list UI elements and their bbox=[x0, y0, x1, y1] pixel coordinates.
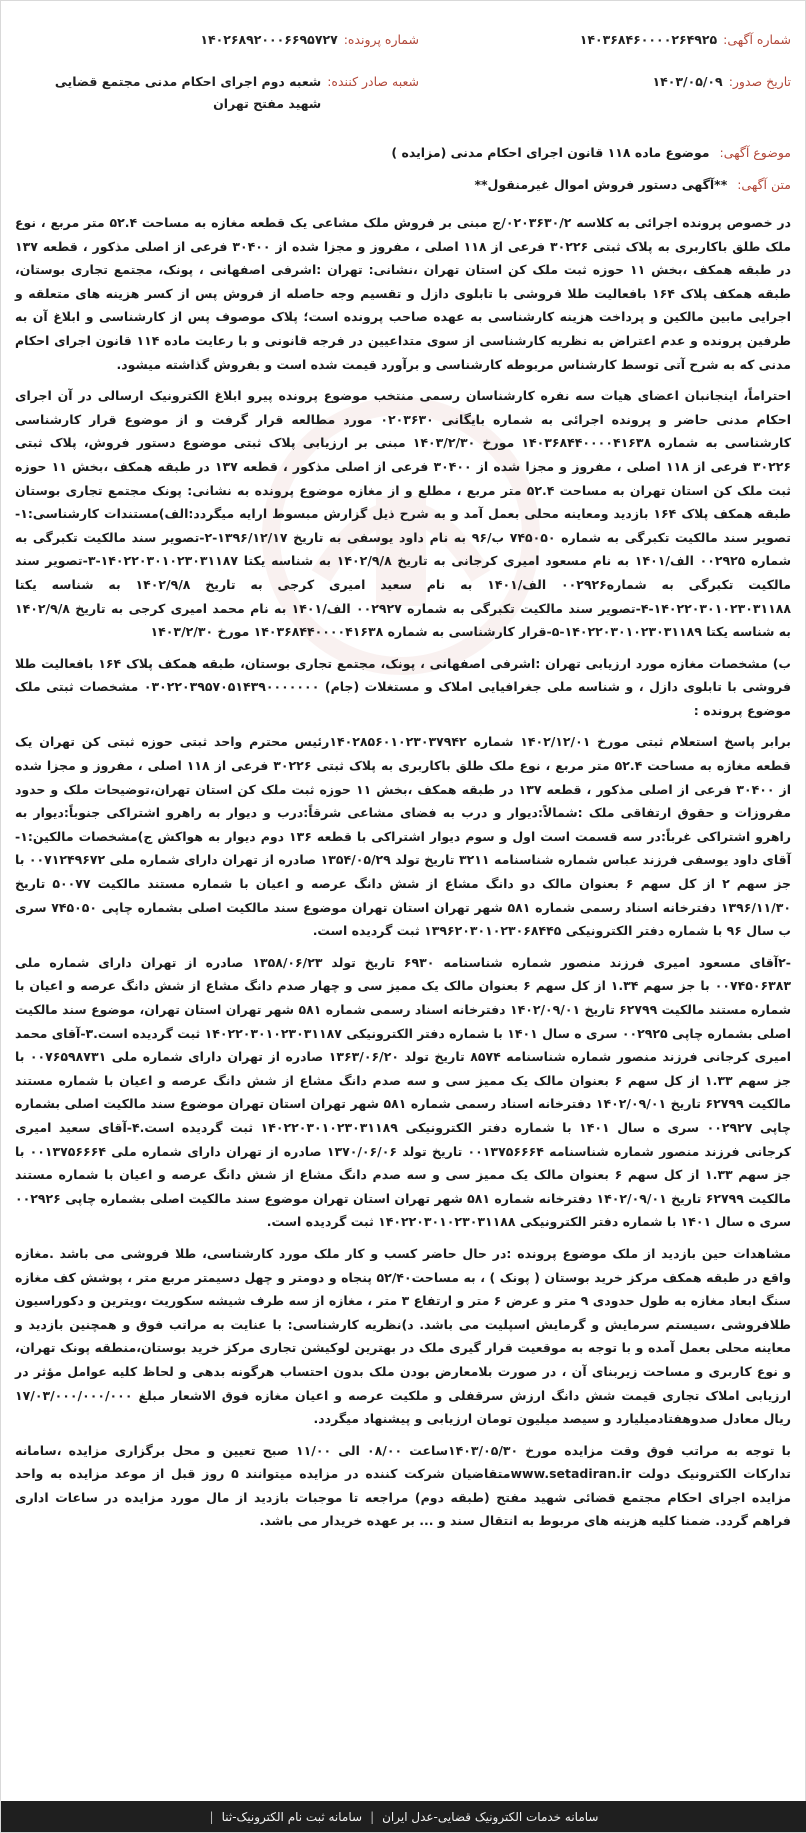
paragraph: برابر پاسخ استعلام ثبتی مورخ ۱۴۰۲/۱۲/۰۱ شماره ۱۴۰۲۸۵۶۰۱۰۲۳۰۳۷۹۴۲رئیس محترم واحد ثبتی حوزه ثبتی کن تهران یک قطعه مغازه به مساحت ۵۲.۴ متر مربع ، نوع ملک طلق باکاربری به پلاک ثبتی ۳۰۲۲۶ فرعی از ۱۱۸ اصلی ، مفروز و مجزا شده از ۳۰۴۰۰ فرعی از اصلی مذکور ، قطعه ۱۳۷ در طبقه همکف ،بخش ۱۱ حوزه ثبت ملک کن استان تهران،توضیحات ملک و حدود مفروزات و حقوق ارتفاقی ملک :شمالاً:دیوار و درب به فضای مشاعی شرقاً:درب و دیوار به راهرو اشتراکی جنوباً:دیوار به راهرو اشتراکی غرباً:در سه قسمت است اول و سوم دیوار اشتراکی با قطعه ۱۳۶ دوم دیوار به هواکش ج)مشخصات مالکین:۱-آقای داود یوسفی فرزند عباس شماره شناسنامه ۳۲۱۱ تاریخ تولد ۱۳۵۴/۰۵/۲۹ صادره از تهران دارای شماره ملی ۰۰۷۱۲۴۹۶۷۲ با جز سهم ۲ از کل سهم ۶ بعنوان مالک دو دانگ مشاع از شش دانگ عرصه و اعیان با شماره مستند مالکیت ۵۰۰۷۷ تاریخ ۱۳۹۶/۱۱/۳۰ دفترخانه اسناد رسمی شماره ۵۸۱ شهر تهران استان تهران موضوع سند مالکیت اصلی بشماره چاپی ۷۴۵۰۵۰ سری ب سال ۹۶ با شماره دفتر الکترونیکی ۱۳۹۶۲۰۳۰۱۰۲۳۰۶۸۴۴۵ ثبت گردیده است. bbox=[15, 734, 792, 939]
footer-separator: | bbox=[209, 1809, 214, 1824]
case-number: شماره پرونده: ۱۴۰۲۶۸۹۲۰۰۰۶۶۹۵۷۲۷ bbox=[200, 32, 419, 47]
ad-body bbox=[15, 211, 791, 1541]
paragraph: مشاهدات حین بازدید از ملک موضوع پرونده :در حال حاضر کسب و کار ملک مورد کارشناسی، طلا فروشی می باشد .مغازه واقع در طبقه همکف مرکز خرید بوستان ( پونک ) ، به مساحت۵۲/۴۰ پنجاه و دومتر و چهل دسیمتر مربع متر ، پوشش کف مغازه سنگ ابعاد مغازه به طول حدودی ۹ متر و عرض ۶ متر و ارتفاع ۳ متر ، مغازه از سه طرف شیشه سکوریت ،ویترین و دکوراسیون طلافروشی ،سیستم سرمایش و گرمایش اسپلیت می باشد. د)نظریه کارشناسی: با عنایت به مراتب فوق و همچنین بازدید و معاینه محلی بعمل آمده و با توجه به موقعیت قرار گیری ملک در بهترین لوکیشن تجاری مرکز خرید بوستان،منطقه پونک تهران، و نوع کاربری و مساحت زیربنای آن ، در صورت بلامعارض بودن ملک بدون احتساب هرگونه بدهی و لحاظ کلیه عوامل مؤثر در ارزیابی املاک تجاری قیمت شش دانگ ارزش سرقفلی و ملکیت عرصه و اعیان مغازه فوق الاشعار مبلغ ۱۷/۰۳/۰۰۰/۰۰۰/۰۰۰ ریال معادل صدوهفتادمیلیارد و سیصد میلیون تومان ارزیابی و پیشنهاد میگردد. bbox=[15, 1245, 791, 1427]
footer-link-adliran[interactable]: سامانه خدمات الکترونیک قضایی-عدل ایران bbox=[382, 1809, 599, 1824]
footer-bar bbox=[1, 1801, 806, 1832]
paragraph: ب) مشخصات مغازه مورد ارزیابی تهران :اشرفی اصفهانی ، پونک، مجتمع تجاری بوستان، طبقه همکف پلاک ۱۶۴ بافعالیت طلا فروشی با تابلوی دازل ، و شناسه ملی جغرافیایی املاک و مستغلات (جام) ۰۳۰۲۲۰۳۹۵۷۰۵۱۴۳۹۰۰۰۰۰۰۰ مشخصات ثبتی ملک موضوع پرونده : bbox=[15, 655, 792, 718]
ad-subject: موضوع آگهی: موضوع ماده ۱۱۸ قانون اجرای احکام مدنی (مزایده ) bbox=[391, 145, 791, 160]
paragraph: در خصوص پرونده اجرائی به کلاسه ۰۲۰۳۶۳۰/۲/ج مبنی بر فروش ملک مشاعی یک قطعه مغازه به مساحت ۵۲.۴ متر مربع ، نوع ملک طلق باکاربری به پلاک ثبتی ۳۰۲۲۶ فرعی از ۱۱۸ اصلی ، مفروز و مجزا شده از ۳۰۴۰۰ فرعی از اصلی مذکور ، قطعه ۱۳۷ در طبقه همکف ،بخش ۱۱ حوزه ثبت ملک کن استان تهران ،نشانی: تهران :اشرفی اصفهانی ، پونک، مجتمع تجاری بوستان، طبقه همکف پلاک ۱۶۴ بافعالیت طلا فروشی با تابلوی دازل و تقسیم وجه حاصله از فروش پس از کسر هزینه های متعلقه و اجرایی مابین مالکین و پرداخت هزینه کارشناسی به عهده صاحب پرونده است؛ پلاک موصوف پس از کارشناسی و ابلاغ آن به طرفین پرونده و عدم اعتراض به نظریه کارشناسی از سوی متداعیین در فرجه قانونی و با رعایت ماده ۱۱۴ قانون اجرای احکام مدنی که به شرح آتی توسط کارشناس مربوطه کارشناسی و برآورد قیمت شده است و بفروش گذاشته میشود. bbox=[15, 215, 792, 372]
paragraph: -۲آقای مسعود امیری فرزند منصور شماره شناسنامه ۶۹۳۰ تاریخ تولد ۱۳۵۸/۰۶/۲۳ صادره از تهران دارای شماره ملی ۰۰۷۴۵۰۶۳۸۳ با جز سهم ۱.۳۴ از کل سهم ۶ بعنوان مالک یک ممیز سی و چهار صدم دانگ مشاع از شش دانگ عرصه و اعیان با شماره مستند مالکیت ۶۲۷۹۹ تاریخ ۱۴۰۲/۰۹/۰۱ دفترخانه اسناد رسمی شماره ۵۸۱ شهر تهران استان تهران، موضوع سند مالکیت اصلی بشماره چاپی ۰۰۲۹۲۵ سری ه سال ۱۴۰۱ با شماره دفتر الکترونیکی ۱۴۰۲۲۰۳۰۱۰۲۳۰۳۱۱۸۷ ثبت گردیده است.۳-آقای محمد امیری کرجانی فرزند منصور شماره شناسنامه ۸۵۷۴ تاریخ تولد ۱۳۶۳/۰۶/۲۰ صادره از تهران دارای شماره ملی ۰۰۷۶۵۹۸۷۳۱ با جز سهم ۱.۳۳ از کل سهم ۶ بعنوان مالک یک ممیز سی و سه صدم دانگ مشاع از شش دانگ عرصه و اعیان با شماره مستند مالکیت ۶۲۷۹۹ تاریخ ۱۴۰۲/۰۹/۰۱ دفترخانه اسناد رسمی شماره ۵۸۱ شهر تهران استان تهران موضوع سند مالکیت اصلی بشماره چاپی ۰۰۲۹۲۷ سری ه سال ۱۴۰۱ با شماره دفتر الکترونیکی ۱۴۰۲۲۰۳۰۱۰۲۳۰۳۱۱۸۹ ثبت گردیده است.۴-آقای سعید امیری کرجانی فرزند منصور شماره شناسنامه ۰۰۱۳۷۵۶۶۶۴ تاریخ تولد ۱۳۷۰/۰۶/۰۶ صادره از تهران دارای شماره ملی ۰۰۱۳۷۵۶۶۶۴ با جز سهم ۱.۳۳ از کل سهم ۶ بعنوان مالک یک ممیز سی و سه صدم دانگ مشاع از شش دانگ عرصه و اعیان با شماره مستند مالکیت ۶۲۷۹۹ تاریخ ۱۴۰۲/۰۹/۰۱ دفترخانه شماره ۵۸۱ شهر تهران استان تهران موضوع سند مالکیت اصلی بشماره چاپی ۰۰۲۹۲۶ سری ه سال ۱۴۰۱ با شماره دفتر الکترونیکی ۱۴۰۲۲۰۳۰۱۰۲۳۰۳۱۱۸۸ ثبت گردیده است. bbox=[15, 954, 791, 1230]
header-info bbox=[19, 29, 791, 135]
footer-link-sana[interactable]: سامانه ثبت نام الکترونیک-ثنا bbox=[221, 1809, 363, 1824]
issuer-branch: شعبه صادر کننده: شعبه دوم اجرای احکام مدنی مجتمع قضایی شهید مفتح تهران bbox=[54, 73, 419, 111]
paragraph: با توجه به مراتب فوق وقت مزایده مورخ ۱۴۰۳/۰۵/۳۰ساعت ۰۸/۰۰ الی ۱۱/۰۰ صبح تعیین و محل برگزاری مزایده ،سامانه تدارکات الکترونیک دولت www.setadiran.irمتقاضیان شرکت کننده در مزایده میتوانند ۵ روز قبل از موعد مزایده به واحد مزایده اجرای احکام مجتمع قضائی شهید مفتح (طبقه دوم) مراجعه تا موجبات بازدید از مال مورد مزایده در ساعات اداری فراهم گردد. ضمنا کلیه هزینه های مربوط به انتقال سند و ... بر عهده خریدار می باشد. bbox=[15, 1442, 791, 1529]
issue-date: تاریخ صدور: ۱۴۰۳/۰۵/۰۹ bbox=[652, 73, 791, 89]
paragraph: احتراماً، اینجانبان اعضای هیات سه نفره کارشناسان رسمی منتخب موضوع پرونده پیرو ابلاغ الکترونیک ارسالی در آن اجرای احکام مدنی حاضر و پرونده اجرائی به شماره بایگانی ۰۲۰۳۶۳۰ مورد مطالعه قرار گرفت و از موضوع قرار کارشناسی کارشناسی به شماره ۱۴۰۳۶۸۴۴۰۰۰۰۴۱۶۳۸ مورخ ۱۴۰۳/۲/۳۰ مبنی بر ارزیابی پلاک ثبتی موضوع دستور فروش، پلاک ثبتی ۳۰۲۲۶ فرعی از ۱۱۸ اصلی ، مفروز و مجزا شده از ۳۰۴۰۰ فرعی از اصلی مذکور ، قطعه ۱۳۷ در طبقه همکف ،بخش ۱۱ حوزه ثبت ملک کن استان تهران به مساحت ۵۲.۴ متر مربع ، مطلع و از مغازه موضوع پرونده به نشانی: پونک مجتمع تجاری بوستان طبقه همکف پلاک ۱۶۴ بازدید ومعاینه محلی بعمل آمد و به شرح ذیل گزارش مبسوط ارایه میگردد:الف)مستندات کارشناسی:۱-تصویر سند مالکیت تکبرگی به شماره ۷۴۵۰۵۰ ب/۹۶ به نام داود یوسفی به تاریخ ۱۳۹۶/۱۲/۱۷-۲-تصویر سند مالکیت تکبرگی به شماره ۰۰۲۹۲۵ الف/۱۴۰۱ به نام مسعود امیری کرجانی به تاریخ ۱۴۰۲/۹/۸ به شناسه یکتا ۱۴۰۲۲۰۳۰۱۰۲۳۰۳۱۱۸۷-۳-تصویر سند مالکیت تکبرگی به شماره۰۰۲۹۲۶ الف/۱۴۰۱ به نام سعید امیری کرجی به تاریخ ۱۴۰۲/۹/۸ به شناسه یکتا ۱۴۰۲۲۰۳۰۱۰۲۳۰۳۱۱۸۸-۴-تصویر سند مالکیت تکبرگی به شماره ۰۰۲۹۲۷ الف/۱۴۰۱ به نام محمد امیری کرجی به تاریخ ۱۴۰۲/۹/۸ به شناسه یکتا ۱۴۰۲۲۰۳۰۱۰۲۳۰۳۱۱۸۹-۵-قرار کارشناسی به شماره ۱۴۰۳۶۸۴۴۰۰۰۰۴۱۶۳۸ مورخ ۱۴۰۳/۲/۳۰ bbox=[15, 388, 792, 640]
ad-text-heading: متن آگهی: **آگهی دستور فروش اموال غیرمنقول** bbox=[474, 177, 791, 192]
footer-separator: | bbox=[370, 1809, 375, 1824]
ad-number: شماره آگهی: ۱۴۰۳۶۸۴۶۰۰۰۰۲۶۴۹۲۵ bbox=[579, 32, 791, 47]
